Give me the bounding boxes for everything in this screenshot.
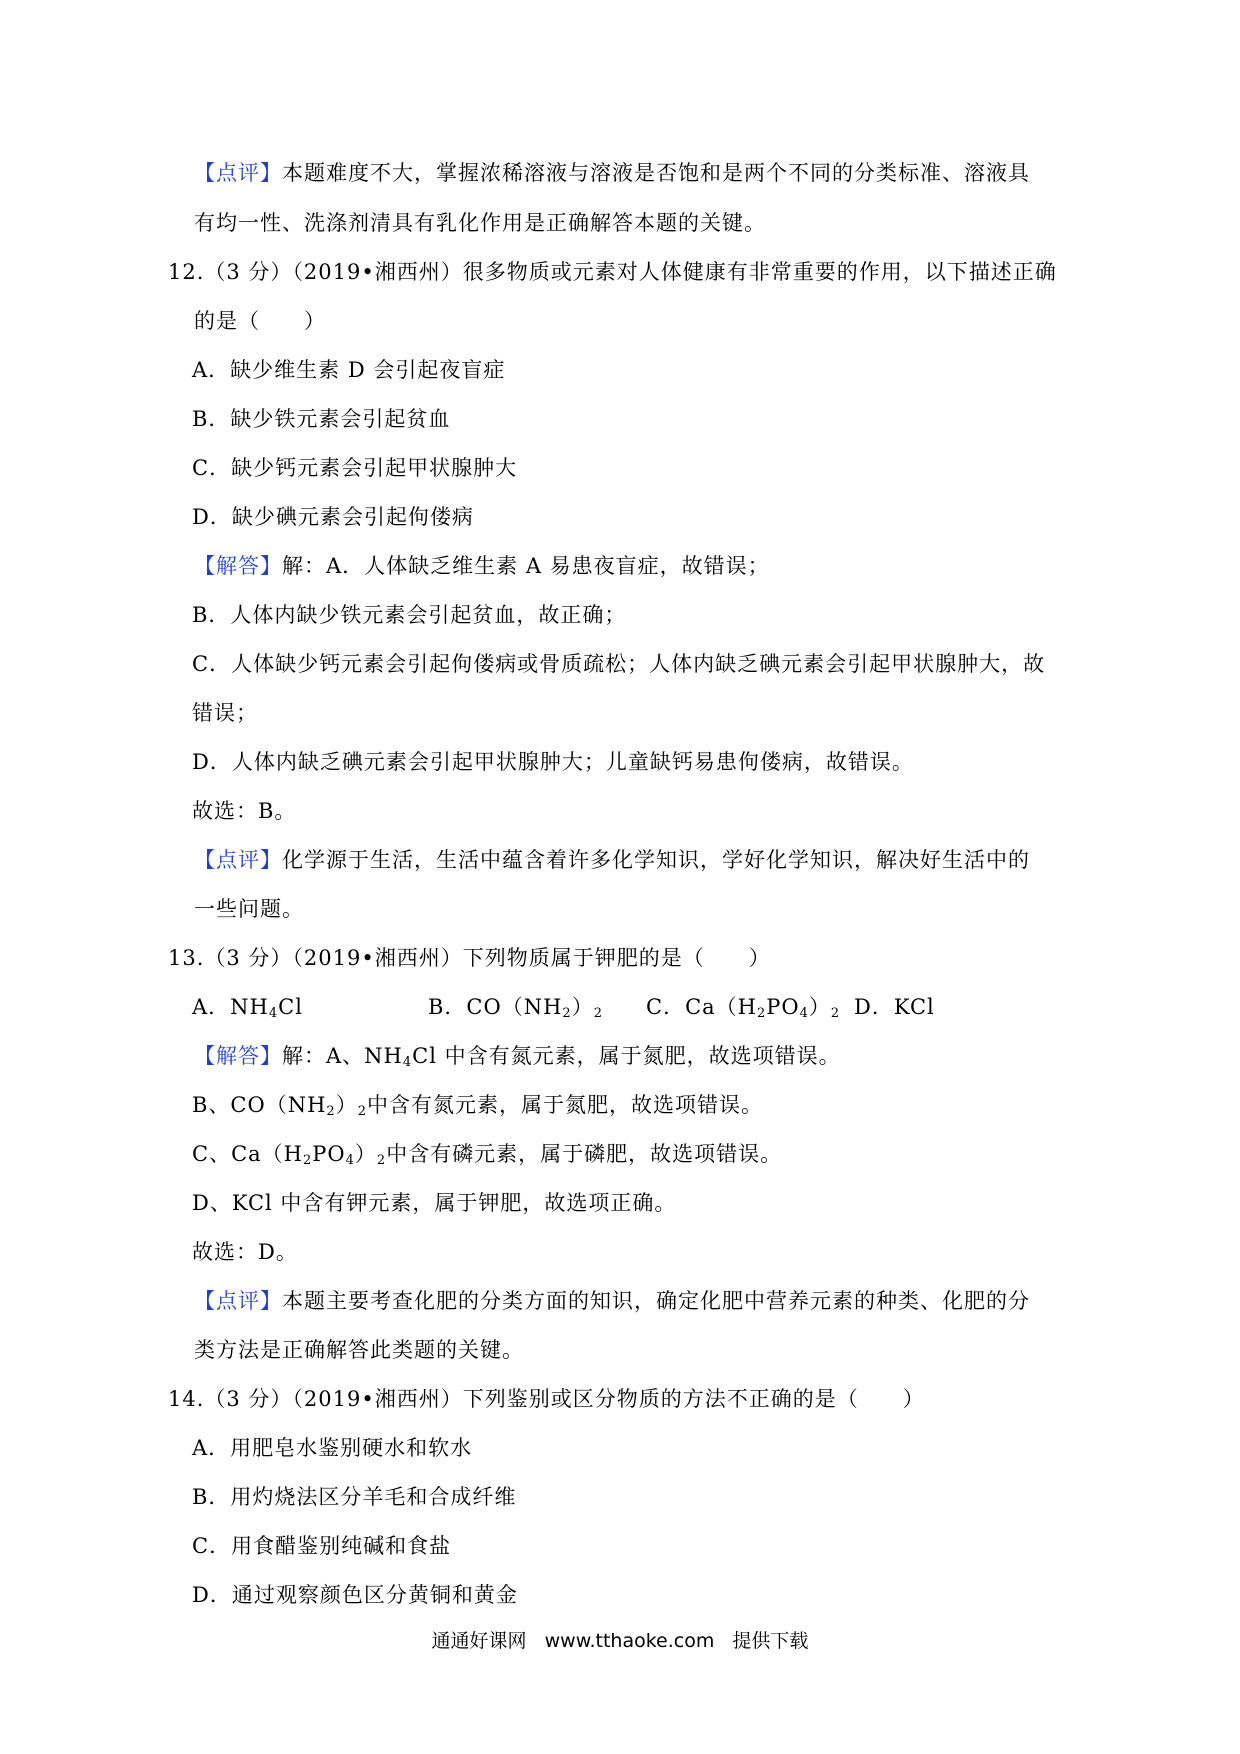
review-text: 化学源于生活，生活中蕴含着许多化学知识，学好化学知识，解决好生活中的: [282, 848, 1030, 872]
footer-site-name: 通通好课网: [431, 1630, 527, 1652]
q13-answer-line-4: D、KCl 中含有钾元素，属于钾肥，故选项正确。: [192, 1191, 677, 1215]
q14-stem: 14.（3 分）（2019•湘西州）下列鉴别或区分物质的方法不正确的是（ ）: [168, 1387, 925, 1411]
q13-review-line-1: [194, 1286, 1030, 1316]
q13-choice: 故选：D。: [192, 1240, 298, 1264]
footer-action: 提供下载: [732, 1630, 809, 1652]
review-text: 本题难度不大，掌握浓稀溶液与溶液是否饱和是两个不同的分类标准、溶液具: [282, 161, 1030, 185]
prev-review-line-1: [194, 158, 1030, 188]
q14-option-a: A．用肥皂水鉴别硬水和软水: [192, 1436, 473, 1460]
review-tag: 【点评】: [194, 1289, 282, 1313]
q12-answer-line-4: 错误；: [192, 701, 258, 725]
q13-option-b: B．$CO(NH_2)_2$: [428, 995, 603, 1021]
review-tag: 【点评】: [194, 848, 282, 872]
q12-stem-line-1: 12.（3 分）（2019•湘西州）很多物质或元素对人体健康有非常重要的作用，以下描述正确: [168, 260, 1057, 284]
answer-tag: 【解答】: [194, 1044, 282, 1068]
q13-review-line-2: 类方法是正确解答此类题的关键。: [194, 1338, 524, 1362]
q13-answer-line-1: 【解答】解：A、$NH_4Cl$ 中含有氮元素，属于氮肥，故选项错误。: [194, 1044, 841, 1070]
q12-stem-line-2: 的是（ ）: [194, 309, 326, 333]
q13-option-d: D．KCl: [854, 995, 935, 1019]
q12-answer-line-5: D．人体内缺乏碘元素会引起甲状腺肿大；儿童缺钙易患佝偻病，故错误。: [192, 750, 914, 774]
review-tag: 【点评】: [194, 161, 282, 185]
q12-answer-line-3: C．人体缺少钙元素会引起佝偻病或骨质疏松；人体内缺乏碘元素会引起甲状腺肿大，故: [192, 652, 1046, 676]
answer-tag: 【解答】: [194, 554, 282, 578]
answer-text: 解：A．人体缺乏维生素 A 易患夜盲症，故错误；: [282, 554, 770, 578]
q12-answer-line-2: B．人体内缺少铁元素会引起贫血，故正确；: [192, 603, 627, 627]
q13-option-c: C．$Ca(H_2PO_4)_2$: [646, 995, 841, 1021]
q13-answer-line-2: B、$CO(NH_2)_2$中含有氮元素，属于氮肥，故选项错误。: [192, 1093, 763, 1119]
q14-option-c: C．用食醋鉴别纯碱和食盐: [192, 1534, 452, 1558]
q12-option-d: D．缺少碘元素会引起佝偻病: [192, 505, 474, 529]
q12-option-b: B．缺少铁元素会引起贫血: [192, 407, 451, 431]
q12-review-line-1: [194, 845, 1030, 875]
prev-review-line-2: 有均一性、洗涤剂清具有乳化作用是正确解答本题的关键。: [194, 211, 766, 235]
q13-option-a: A．$NH_4Cl$: [192, 995, 303, 1021]
review-text: 本题主要考查化肥的分类方面的知识，确定化肥中营养元素的种类、化肥的分: [282, 1289, 1030, 1313]
q12-option-a: A．缺少维生素 D 会引起夜盲症: [192, 358, 506, 382]
q13-stem: 13.（3 分）（2019•湘西州）下列物质属于钾肥的是（ ）: [168, 946, 771, 970]
q12-option-c: C．缺少钙元素会引起甲状腺肿大: [192, 456, 518, 480]
q14-option-b: B．用灼烧法区分羊毛和合成纤维: [192, 1485, 517, 1509]
footer-url[interactable]: www.tthaoke.com: [544, 1630, 715, 1652]
q12-choice: 故选：B。: [192, 799, 297, 823]
q12-answer-line-1: [194, 551, 770, 581]
page-footer: [0, 1628, 1240, 1654]
q14-option-d: D．通过观察颜色区分黄铜和黄金: [192, 1583, 518, 1607]
q13-answer-line-3: C、$Ca(H_2PO_4)_2$中含有磷元素，属于磷肥，故选项错误。: [192, 1142, 783, 1168]
q12-review-line-2: 一些问题。: [194, 897, 304, 921]
